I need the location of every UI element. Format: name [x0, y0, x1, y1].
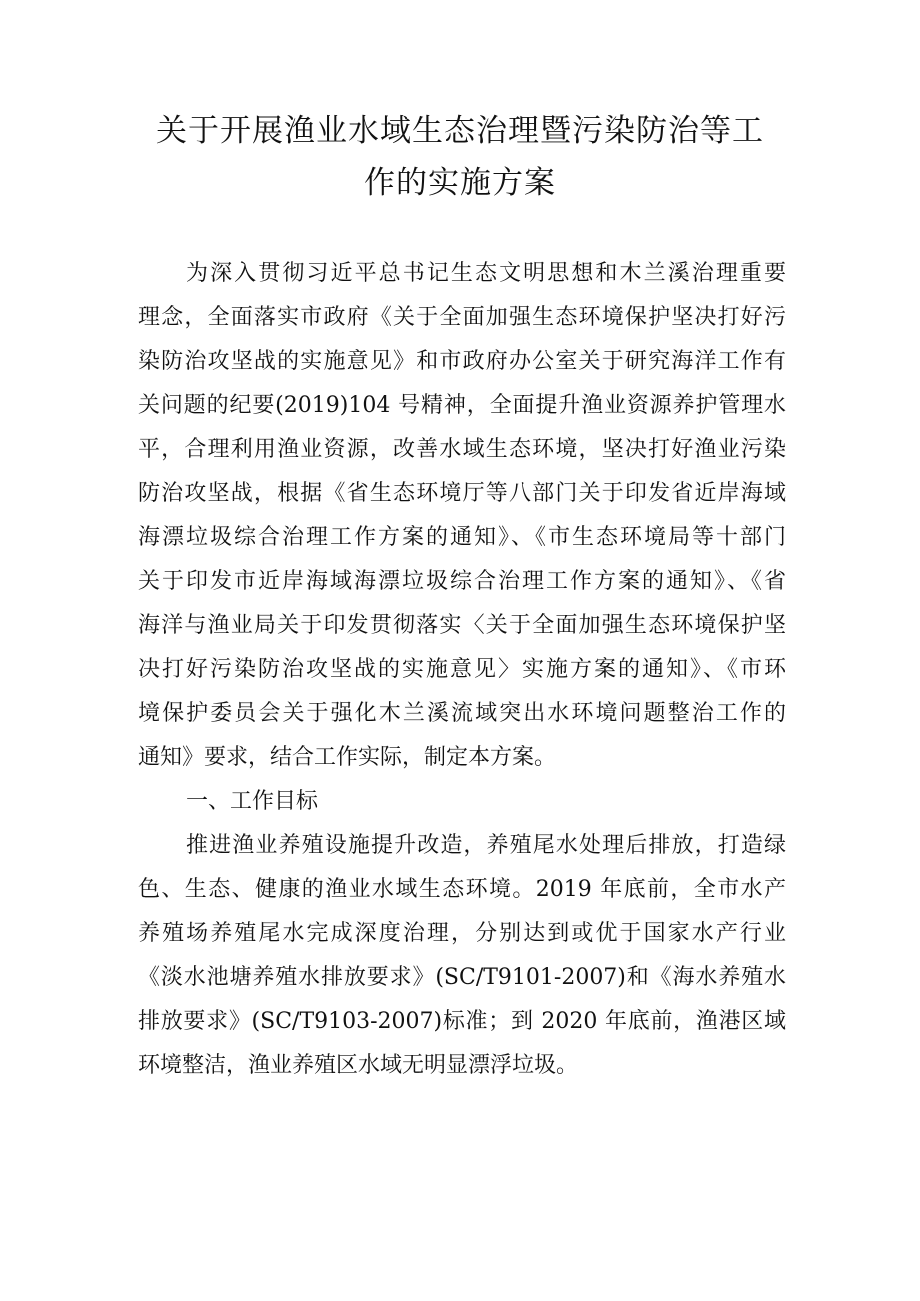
text-line: 境保护委员会关于强化木兰溪流域突出水环境问题整治工作的 [138, 701, 786, 726]
text-line: 海漂垃圾综合治理工作方案的通知》、《市生态环境局等十部门 [138, 525, 786, 550]
section-heading: 一、工作目标 [186, 789, 319, 814]
text-line: 养殖场养殖尾水完成深度治理，分别达到或优于国家水产行业 [138, 921, 786, 946]
document-title-line-2: 作的实施方案 [364, 165, 556, 201]
text-line: 关于印发市近岸海域海漂垃圾综合治理工作方案的通知》、《省 [138, 569, 786, 594]
paragraph-intro [138, 252, 786, 780]
text-line: 为深入贯彻习近平总书记生态文明思想和木兰溪治理重要 [186, 261, 786, 286]
text-line: 关问题的纪要(2019)104 号精神，全面提升渔业资源养护管理水 [138, 393, 786, 418]
text-line: 通知》要求，结合工作实际，制定本方案。 [138, 745, 557, 770]
text-line: 平，合理利用渔业资源，改善水域生态环境，坚决打好渔业污染 [138, 437, 786, 462]
text-line: 决打好污染防治攻坚战的实施意见〉实施方案的通知》、《市环 [138, 657, 786, 682]
text-line: 推进渔业养殖设施提升改造，养殖尾水处理后排放，打造绿 [186, 833, 786, 858]
text-line: 染防治攻坚战的实施意见》和市政府办公室关于研究海洋工作有 [138, 349, 786, 374]
text-line: 海洋与渔业局关于印发贯彻落实〈关于全面加强生态环境保护坚 [138, 613, 786, 638]
document-title-line-1: 关于开展渔业水域生态治理暨污染防治等工 [156, 113, 764, 149]
section-heading-goals [138, 780, 786, 824]
text-line: 色、生态、健康的渔业水域生态环境。2019 年底前，全市水产 [138, 877, 786, 902]
paragraph-goals [138, 824, 786, 1088]
text-line: 排放要求》(SC/T9103-2007)标准；到 2020 年底前，渔港区域 [138, 1009, 786, 1034]
text-line: 防治攻坚战，根据《省生态环境厅等八部门关于印发省近岸海域 [138, 481, 786, 506]
text-line: 环境整洁，渔业养殖区水域无明显漂浮垃圾。 [138, 1053, 579, 1078]
text-line: 《淡水池塘养殖水排放要求》(SC/T9101-2007)和《海水养殖水 [138, 965, 786, 990]
document-body [138, 252, 786, 1088]
text-line: 理念，全面落实市政府《关于全面加强生态环境保护坚决打好污 [138, 305, 786, 330]
